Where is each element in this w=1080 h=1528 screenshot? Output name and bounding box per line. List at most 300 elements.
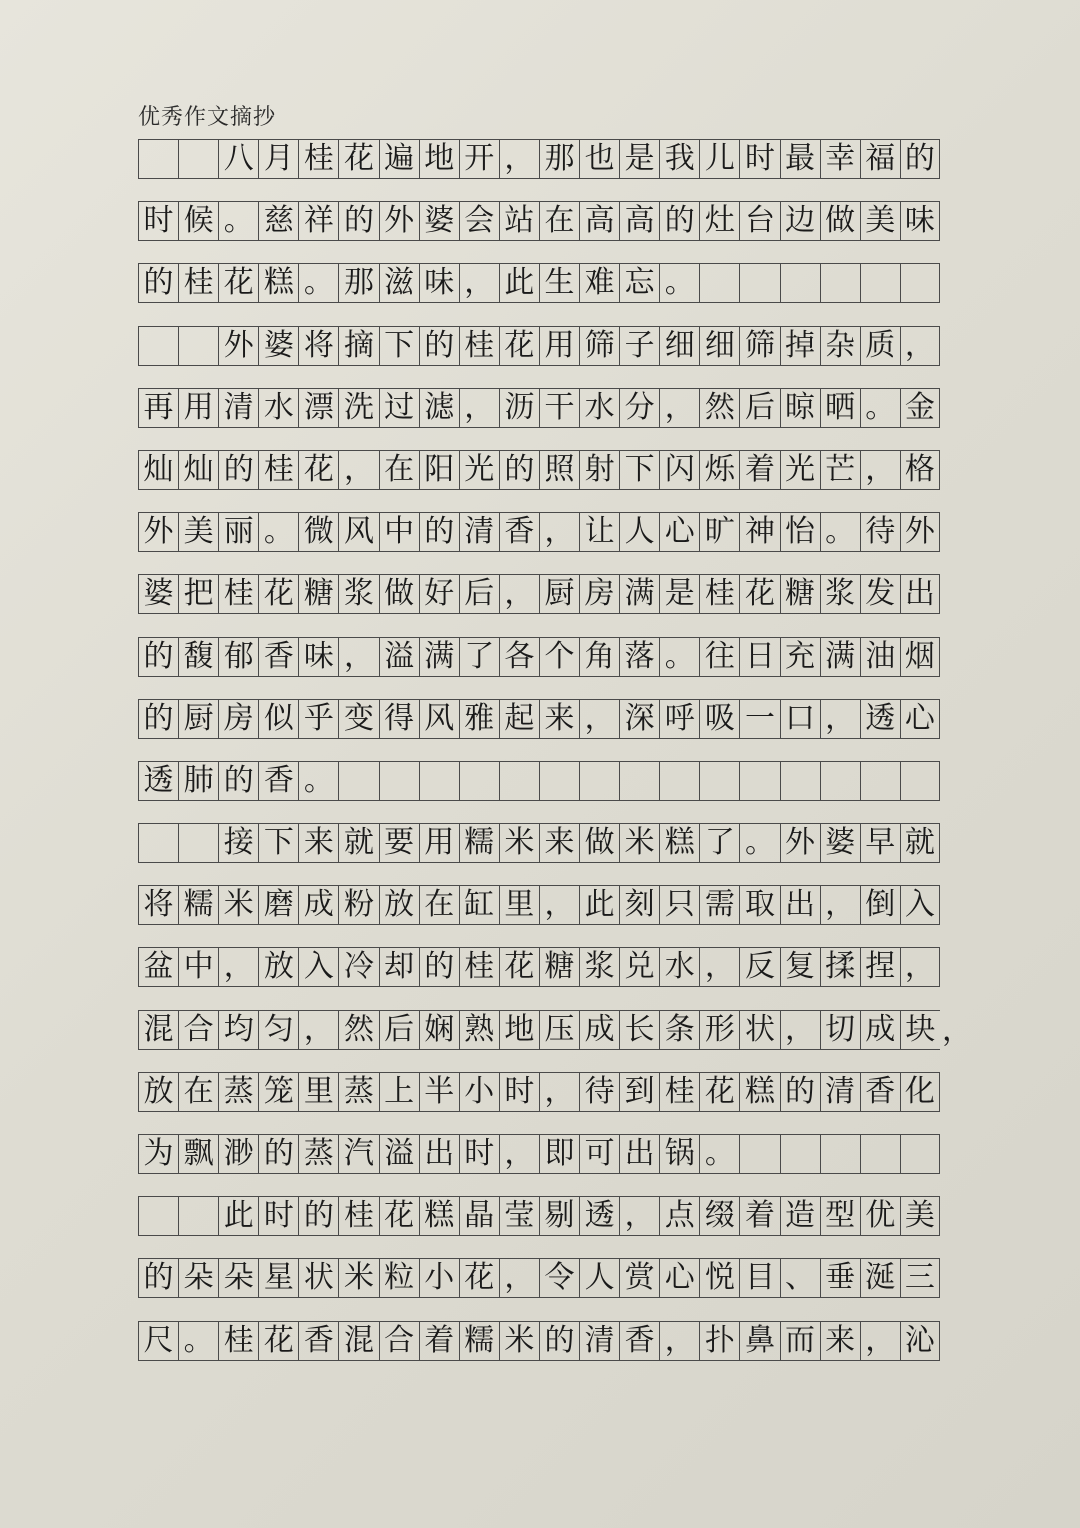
grid-cell: 出 xyxy=(419,1134,459,1174)
grid-cell: 杂 xyxy=(820,326,860,366)
grid-cell: 笼 xyxy=(258,1072,298,1112)
grid-cell: 晾 xyxy=(780,388,820,428)
grid-cell: 兑 xyxy=(619,947,659,987)
grid-row xyxy=(138,885,940,947)
grid-cell xyxy=(739,1134,779,1174)
grid-cell: 混 xyxy=(138,1010,178,1050)
grid-cell: ， xyxy=(499,574,539,614)
grid-cell: 粒 xyxy=(379,1258,419,1298)
grid-cell: 的 xyxy=(900,139,940,179)
grid-cell: 桂 xyxy=(218,1321,258,1361)
grid-cell xyxy=(780,263,820,303)
grid-cell xyxy=(860,263,900,303)
grid-cell: 糖 xyxy=(539,947,579,987)
grid-cell: 起 xyxy=(499,699,539,739)
grid-cell: 干 xyxy=(539,388,579,428)
grid-cell: 旷 xyxy=(699,512,739,552)
grid-cell: 的 xyxy=(218,450,258,490)
grid-cell: 摘 xyxy=(338,326,378,366)
grid-cell: 满 xyxy=(419,637,459,677)
grid-cell: 型 xyxy=(820,1196,860,1236)
grid-cell: 复 xyxy=(780,947,820,987)
grid-cell: 金 xyxy=(900,388,940,428)
grid-cell: 成 xyxy=(579,1010,619,1050)
grid-cell: 三 xyxy=(900,1258,940,1298)
grid-cell: 垂 xyxy=(820,1258,860,1298)
grid-cell: 沥 xyxy=(499,388,539,428)
grid-cell xyxy=(138,326,178,366)
grid-cell: 待 xyxy=(860,512,900,552)
grid-cell: 出 xyxy=(900,574,940,614)
grid-row xyxy=(138,201,940,263)
grid-cell: 中 xyxy=(178,947,218,987)
grid-cell: 幸 xyxy=(820,139,860,179)
grid-cell: 滋 xyxy=(379,263,419,303)
grid-cell: 糕 xyxy=(419,1196,459,1236)
grid-cell xyxy=(860,761,900,801)
grid-cell: 闪 xyxy=(659,450,699,490)
grid-cell: 。 xyxy=(860,388,900,428)
grid-cell: 待 xyxy=(579,1072,619,1112)
grid-cell: 在 xyxy=(178,1072,218,1112)
grid-cell: 后 xyxy=(739,388,779,428)
grid-cell: 来 xyxy=(539,823,579,863)
grid-row xyxy=(138,1134,940,1196)
grid-cell: 造 xyxy=(780,1196,820,1236)
grid-cell: 花 xyxy=(298,450,338,490)
grid-cell: 尺 xyxy=(138,1321,178,1361)
grid-row xyxy=(138,1010,972,1072)
grid-cell: 飘 xyxy=(178,1134,218,1174)
grid-cell: 外 xyxy=(138,512,178,552)
grid-cell: 在 xyxy=(539,201,579,241)
grid-cell: 的 xyxy=(338,201,378,241)
grid-cell: ， xyxy=(860,1321,900,1361)
grid-cell xyxy=(900,263,940,303)
grid-cell: 烟 xyxy=(900,637,940,677)
grid-cell: 肺 xyxy=(178,761,218,801)
grid-cell: 冷 xyxy=(338,947,378,987)
grid-cell: 桂 xyxy=(459,326,499,366)
grid-cell: 。 xyxy=(258,512,298,552)
grid-cell: 磨 xyxy=(258,885,298,925)
grid-cell: 米 xyxy=(218,885,258,925)
grid-cell xyxy=(178,823,218,863)
grid-cell: 糯 xyxy=(459,1321,499,1361)
grid-cell: 捏 xyxy=(860,947,900,987)
grid-cell: 是 xyxy=(619,139,659,179)
grid-cell: 要 xyxy=(379,823,419,863)
grid-cell: 外 xyxy=(900,512,940,552)
grid-cell: ， xyxy=(459,263,499,303)
grid-cell: 味 xyxy=(298,637,338,677)
grid-cell: 着 xyxy=(739,450,779,490)
grid-cell: 。 xyxy=(178,1321,218,1361)
grid-cell: 高 xyxy=(579,201,619,241)
grid-cell: 开 xyxy=(459,139,499,179)
grid-cell: 发 xyxy=(860,574,900,614)
grid-cell: 台 xyxy=(739,201,779,241)
grid-cell: 合 xyxy=(178,1010,218,1050)
grid-cell: 倒 xyxy=(860,885,900,925)
grid-cell: 似 xyxy=(258,699,298,739)
grid-cell: 成 xyxy=(298,885,338,925)
grid-cell: 心 xyxy=(659,1258,699,1298)
grid-cell: 形 xyxy=(699,1010,739,1050)
grid-cell: 粉 xyxy=(338,885,378,925)
grid-row xyxy=(138,947,940,1009)
grid-cell: 会 xyxy=(459,201,499,241)
grid-cell: 用 xyxy=(419,823,459,863)
grid-cell: 遍 xyxy=(379,139,419,179)
grid-cell: 香 xyxy=(258,637,298,677)
grid-cell: 灿 xyxy=(138,450,178,490)
grid-cell: 烁 xyxy=(699,450,739,490)
grid-cell: 小 xyxy=(419,1258,459,1298)
grid-cell: 糯 xyxy=(178,885,218,925)
grid-cell: 米 xyxy=(499,823,539,863)
grid-cell: 的 xyxy=(298,1196,338,1236)
grid-cell xyxy=(820,761,860,801)
grid-cell: 缸 xyxy=(459,885,499,925)
grid-cell: 用 xyxy=(539,326,579,366)
grid-cell: 长 xyxy=(619,1010,659,1050)
grid-cell: 时 xyxy=(739,139,779,179)
grid-cell: ， xyxy=(218,947,258,987)
grid-cell: 在 xyxy=(419,885,459,925)
grid-cell: ， xyxy=(659,1321,699,1361)
grid-cell: 来 xyxy=(298,823,338,863)
grid-cell xyxy=(499,761,539,801)
grid-cell: ， xyxy=(820,699,860,739)
grid-row xyxy=(138,1196,940,1258)
grid-cell: 清 xyxy=(459,512,499,552)
grid-cell: 水 xyxy=(659,947,699,987)
grid-cell: 着 xyxy=(739,1196,779,1236)
grid-cell: 角 xyxy=(579,637,619,677)
grid-cell: 的 xyxy=(499,450,539,490)
grid-cell: 早 xyxy=(860,823,900,863)
grid-cell: 细 xyxy=(699,326,739,366)
grid-cell: 八 xyxy=(218,139,258,179)
grid-cell: 糖 xyxy=(780,574,820,614)
grid-cell: 灿 xyxy=(178,450,218,490)
grid-cell: 时 xyxy=(499,1072,539,1112)
grid-cell: 里 xyxy=(499,885,539,925)
grid-cell xyxy=(659,761,699,801)
grid-cell: ， xyxy=(860,450,900,490)
grid-cell: 扑 xyxy=(699,1321,739,1361)
grid-cell xyxy=(820,1134,860,1174)
grid-cell: 浆 xyxy=(338,574,378,614)
grid-cell xyxy=(138,1196,178,1236)
grid-cell: 好 xyxy=(419,574,459,614)
grid-cell: 优 xyxy=(860,1196,900,1236)
grid-cell: 桂 xyxy=(298,139,338,179)
grid-cell: 时 xyxy=(459,1134,499,1174)
grid-cell: 的 xyxy=(258,1134,298,1174)
grid-cell: ， xyxy=(659,388,699,428)
grid-row xyxy=(138,326,940,388)
grid-cell: 人 xyxy=(619,512,659,552)
grid-cell: 状 xyxy=(739,1010,779,1050)
grid-cell: 浆 xyxy=(820,574,860,614)
grid-cell: 到 xyxy=(619,1072,659,1112)
grid-cell xyxy=(739,263,779,303)
grid-cell: 需 xyxy=(699,885,739,925)
grid-cell: 星 xyxy=(258,1258,298,1298)
grid-cell: 条 xyxy=(659,1010,699,1050)
grid-cell: 桂 xyxy=(258,450,298,490)
grid-cell: 最 xyxy=(780,139,820,179)
grid-cell: 心 xyxy=(900,699,940,739)
grid-row xyxy=(138,761,940,823)
grid-cell xyxy=(178,1196,218,1236)
grid-cell: 香 xyxy=(298,1321,338,1361)
grid-cell xyxy=(699,761,739,801)
grid-cell xyxy=(579,761,619,801)
grid-cell: 高 xyxy=(619,201,659,241)
grid-cell: 蒸 xyxy=(298,1134,338,1174)
grid-cell: 桂 xyxy=(459,947,499,987)
grid-cell: ， xyxy=(499,139,539,179)
grid-cell: 却 xyxy=(379,947,419,987)
grid-cell: 此 xyxy=(579,885,619,925)
grid-cell: 厨 xyxy=(178,699,218,739)
grid-row xyxy=(138,699,940,761)
grid-cell: 糕 xyxy=(258,263,298,303)
grid-cell: 洗 xyxy=(338,388,378,428)
grid-cell: 透 xyxy=(860,699,900,739)
grid-cell: 然 xyxy=(338,1010,378,1050)
grid-cell: 阳 xyxy=(419,450,459,490)
grid-cell: 花 xyxy=(699,1072,739,1112)
grid-cell: 块 xyxy=(900,1010,940,1050)
grid-cell: 接 xyxy=(218,823,258,863)
grid-row xyxy=(138,1072,940,1134)
grid-cell: 朵 xyxy=(178,1258,218,1298)
grid-cell: 婆 xyxy=(138,574,178,614)
grid-cell: 让 xyxy=(579,512,619,552)
grid-cell xyxy=(780,761,820,801)
grid-cell: 把 xyxy=(178,574,218,614)
grid-row xyxy=(138,574,940,636)
grid-cell: 站 xyxy=(499,201,539,241)
grid-row xyxy=(138,1321,940,1383)
grid-cell: 各 xyxy=(499,637,539,677)
grid-cell: 房 xyxy=(218,699,258,739)
grid-cell: 满 xyxy=(820,637,860,677)
grid-cell: 压 xyxy=(539,1010,579,1050)
grid-cell: 混 xyxy=(338,1321,378,1361)
grid-cell: 小 xyxy=(459,1072,499,1112)
grid-cell: 。 xyxy=(218,201,258,241)
grid-cell: 深 xyxy=(619,699,659,739)
grid-cell: 福 xyxy=(860,139,900,179)
grid-row xyxy=(138,139,940,201)
grid-cell: 乎 xyxy=(298,699,338,739)
grid-cell: 花 xyxy=(459,1258,499,1298)
grid-cell: 筛 xyxy=(579,326,619,366)
grid-cell: 中 xyxy=(379,512,419,552)
grid-cell: 汽 xyxy=(338,1134,378,1174)
grid-cell: 香 xyxy=(860,1072,900,1112)
grid-cell: 桂 xyxy=(218,574,258,614)
grid-cell: 掉 xyxy=(780,326,820,366)
grid-cell: 婆 xyxy=(419,201,459,241)
grid-cell: 花 xyxy=(499,326,539,366)
grid-cell: 再 xyxy=(138,388,178,428)
grid-cell xyxy=(539,761,579,801)
grid-cell: 匀 xyxy=(258,1010,298,1050)
grid-cell: 地 xyxy=(499,1010,539,1050)
grid-cell: 做 xyxy=(820,201,860,241)
grid-cell: 反 xyxy=(739,947,779,987)
grid-cell: 糕 xyxy=(659,823,699,863)
grid-cell: 。 xyxy=(298,761,338,801)
grid-cell: 过 xyxy=(379,388,419,428)
grid-cell: 在 xyxy=(379,450,419,490)
grid-cell xyxy=(459,761,499,801)
grid-cell: 渺 xyxy=(218,1134,258,1174)
grid-cell: 了 xyxy=(699,823,739,863)
grid-cell: 米 xyxy=(499,1321,539,1361)
grid-cell: 晒 xyxy=(820,388,860,428)
grid-cell: 。 xyxy=(298,263,338,303)
grid-cell: 难 xyxy=(579,263,619,303)
grid-cell: 娴 xyxy=(419,1010,459,1050)
grid-cell: 合 xyxy=(379,1321,419,1361)
grid-cell: 的 xyxy=(659,201,699,241)
grid-cell: 剔 xyxy=(539,1196,579,1236)
grid-cell: 就 xyxy=(900,823,940,863)
grid-cell: 微 xyxy=(298,512,338,552)
grid-cell: 此 xyxy=(499,263,539,303)
grid-cell: 来 xyxy=(820,1321,860,1361)
grid-cell: 吸 xyxy=(699,699,739,739)
grid-row xyxy=(138,450,940,512)
overflow-punctuation: ， xyxy=(942,1012,972,1048)
grid-cell: 上 xyxy=(379,1072,419,1112)
grid-cell: 后 xyxy=(379,1010,419,1050)
grid-cell: ， xyxy=(820,885,860,925)
grid-cell: 照 xyxy=(539,450,579,490)
grid-cell: 花 xyxy=(338,139,378,179)
grid-cell: 怡 xyxy=(780,512,820,552)
grid-cell: 糯 xyxy=(459,823,499,863)
grid-cell: 地 xyxy=(419,139,459,179)
grid-cell: ， xyxy=(539,885,579,925)
grid-cell: 落 xyxy=(619,637,659,677)
grid-cell: 时 xyxy=(258,1196,298,1236)
grid-cell: 水 xyxy=(579,388,619,428)
grid-cell: 满 xyxy=(619,574,659,614)
grid-cell: ， xyxy=(499,1134,539,1174)
grid-cell: 候 xyxy=(178,201,218,241)
grid-cell: 。 xyxy=(820,512,860,552)
grid-cell: 慈 xyxy=(258,201,298,241)
grid-cell: 而 xyxy=(780,1321,820,1361)
grid-cell: 晶 xyxy=(459,1196,499,1236)
grid-cell: 得 xyxy=(379,699,419,739)
grid-cell: 下 xyxy=(619,450,659,490)
grid-cell xyxy=(900,761,940,801)
grid-cell: ， xyxy=(338,450,378,490)
grid-cell: 子 xyxy=(619,326,659,366)
grid-cell: 花 xyxy=(739,574,779,614)
grid-cell: 的 xyxy=(218,761,258,801)
grid-cell: 心 xyxy=(659,512,699,552)
grid-cell: 呼 xyxy=(659,699,699,739)
grid-cell: 味 xyxy=(419,263,459,303)
grid-cell: 美 xyxy=(860,201,900,241)
grid-cell: 灶 xyxy=(699,201,739,241)
grid-cell: 刻 xyxy=(619,885,659,925)
grid-cell: 出 xyxy=(780,885,820,925)
grid-row xyxy=(138,388,940,450)
grid-cell: 那 xyxy=(338,263,378,303)
grid-cell xyxy=(900,1134,940,1174)
grid-cell: 边 xyxy=(780,201,820,241)
grid-cell: 射 xyxy=(579,450,619,490)
grid-cell: 的 xyxy=(419,326,459,366)
grid-cell: 的 xyxy=(539,1321,579,1361)
grid-cell: 下 xyxy=(258,823,298,863)
grid-cell: 厨 xyxy=(539,574,579,614)
grid-cell: 放 xyxy=(258,947,298,987)
grid-cell: 外 xyxy=(379,201,419,241)
grid-cell: 。 xyxy=(699,1134,739,1174)
grid-cell: 放 xyxy=(379,885,419,925)
grid-cell: 了 xyxy=(459,637,499,677)
grid-cell: ， xyxy=(900,947,940,987)
grid-cell: 光 xyxy=(459,450,499,490)
grid-cell xyxy=(338,761,378,801)
grid-cell: 缀 xyxy=(699,1196,739,1236)
grid-cell: 桂 xyxy=(699,574,739,614)
grid-cell: 清 xyxy=(820,1072,860,1112)
grid-cell: 香 xyxy=(258,761,298,801)
grid-cell: 花 xyxy=(258,574,298,614)
grid-cell: 丽 xyxy=(218,512,258,552)
grid-cell: 风 xyxy=(338,512,378,552)
grid-cell xyxy=(379,761,419,801)
grid-cell: 个 xyxy=(539,637,579,677)
grid-cell: 的 xyxy=(780,1072,820,1112)
grid-cell: 忘 xyxy=(619,263,659,303)
grid-cell: 目 xyxy=(739,1258,779,1298)
grid-cell xyxy=(138,823,178,863)
grid-cell: 然 xyxy=(699,388,739,428)
grid-cell: 盆 xyxy=(138,947,178,987)
page-header: 优秀作文摘抄 xyxy=(138,105,277,130)
grid-cell: 将 xyxy=(298,326,338,366)
grid-cell: 涎 xyxy=(860,1258,900,1298)
grid-cell: 出 xyxy=(619,1134,659,1174)
grid-cell: ， xyxy=(900,326,940,366)
grid-cell: 赏 xyxy=(619,1258,659,1298)
grid-cell: 是 xyxy=(659,574,699,614)
grid-cell: 美 xyxy=(178,512,218,552)
grid-cell: 蒸 xyxy=(218,1072,258,1112)
grid-row xyxy=(138,637,940,699)
grid-cell: 用 xyxy=(178,388,218,428)
grid-cell: 下 xyxy=(379,326,419,366)
grid-cell: 油 xyxy=(860,637,900,677)
composition-grid-sheet xyxy=(138,139,972,1383)
grid-cell: 只 xyxy=(659,885,699,925)
grid-cell: 透 xyxy=(579,1196,619,1236)
